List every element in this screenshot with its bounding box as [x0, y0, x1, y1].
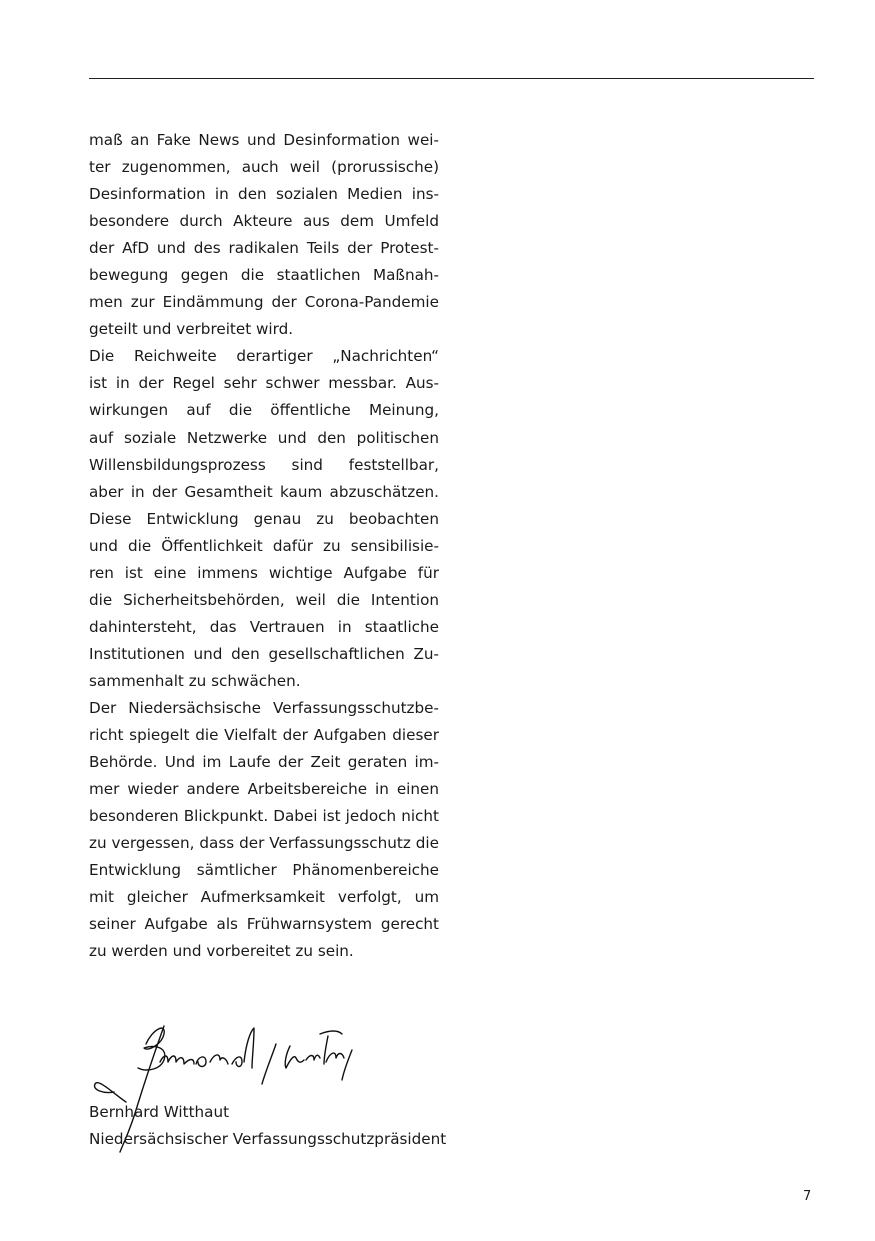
text-line: bewegung gegen die staatlichen Maßnah- [89, 266, 439, 285]
text-line: seiner Aufgabe als Frühwarnsystem gerecht [89, 915, 439, 934]
text-line: zu werden und vorbereitet zu sein. [89, 942, 354, 961]
text-line: richt spiegelt die Vielfalt der Aufgaben dieser [89, 726, 439, 745]
text-line: Desinformation in den sozialen Medien ins- [89, 185, 439, 204]
text-line: und die Öffentlichkeit dafür zu sensibilisie- [89, 536, 439, 555]
text-line: mer wieder andere Arbeitsbereiche in einen [89, 780, 439, 799]
text-line: Die Reichweite derartiger „Nachrichten“ [89, 347, 439, 366]
text-line: sammenhalt zu schwächen. [89, 671, 301, 690]
signer-block [89, 1099, 446, 1153]
text-line: Behörde. Und im Laufe der Zeit geraten im- [89, 753, 439, 772]
text-line: zu vergessen, dass der Verfassungsschutz die [89, 834, 439, 853]
body-text [89, 127, 439, 965]
text-line: wirkungen auf die öffentliche Meinung, [89, 401, 439, 420]
text-line: Diese Entwicklung genau zu beobachten [89, 509, 439, 528]
page-number: 7 [803, 1189, 812, 1204]
header-rule [89, 78, 814, 79]
signer-title: Niedersächsischer Verfassungsschutzpräsident [89, 1130, 447, 1148]
paragraph [89, 343, 439, 695]
text-line: besonderen Blickpunkt. Dabei ist jedoch nicht [89, 807, 439, 826]
text-line: ter zugenommen, auch weil (prorussische) [89, 158, 439, 177]
text-line: ren ist eine immens wichtige Aufgabe für [89, 563, 439, 582]
text-line: Willensbildungsprozess sind feststellbar, [89, 455, 439, 474]
text-line: Institutionen und den gesellschaftlichen Zu- [89, 644, 439, 663]
signer-name: Bernhard Witthaut [89, 1103, 230, 1121]
text-line: aber in der Gesamtheit kaum abzuschätzen. [89, 482, 439, 501]
paragraph [89, 127, 439, 343]
text-line: geteilt und verbreitet wird. [89, 320, 294, 339]
text-line: Der Niedersächsische Verfassungsschutzbe- [89, 698, 439, 717]
text-line: mit gleicher Aufmerksamkeit verfolgt, um [89, 888, 439, 907]
paragraph [89, 695, 439, 965]
text-line: der AfD und des radikalen Teils der Protest- [89, 239, 439, 258]
text-line: die Sicherheitsbehörden, weil die Intention [89, 590, 439, 609]
text-line: besondere durch Akteure aus dem Umfeld [89, 212, 439, 231]
text-line: dahintersteht, das Vertrauen in staatliche [89, 617, 439, 636]
text-line: ist in der Regel sehr schwer messbar. Aus- [89, 374, 439, 393]
text-line: men zur Eindämmung der Corona-Pandemie [89, 293, 439, 312]
text-line: maß an Fake News und Desinformation wei- [89, 131, 439, 149]
text-line: Entwicklung sämtlicher Phänomenbereiche [89, 861, 439, 880]
text-line: auf soziale Netzwerke und den politischen [89, 428, 439, 447]
